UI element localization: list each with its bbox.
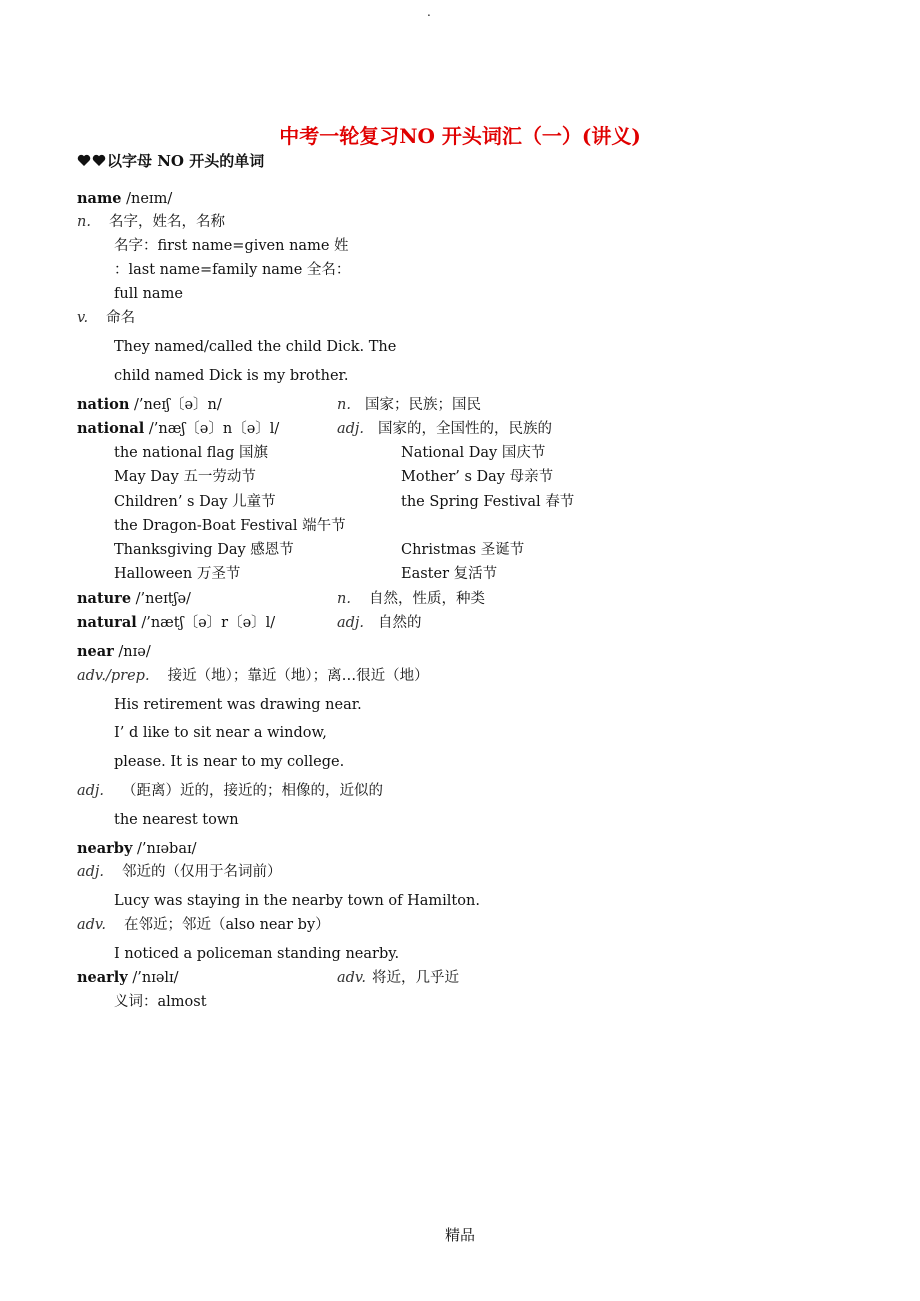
entry-nation-sense [337,398,481,413]
entry-nation-headword [77,398,222,413]
page-footer: 精品 [444,1226,475,1244]
part-of-speech: adj. [77,783,105,799]
part-of-speech: n. [337,397,351,413]
phrase-item: Children’ s Day 儿童节 [114,494,276,510]
headword: nearby [77,840,133,857]
entry-nearly-sense [337,971,459,986]
example-line: They named/called the child Dick. The [114,339,397,355]
definition: 自然，性质，种类 [368,591,485,607]
entry-near-sense-adj [77,784,383,799]
definition: 将近，几乎近 [372,970,460,986]
part-of-speech: adv. [337,970,367,986]
definition: 国家；民族；国民 [364,397,481,413]
phrase-item: National Day 国庆节 [401,445,546,461]
headword: nearly [77,969,128,986]
header-mark: . [427,5,431,19]
entry-natural-headword [77,616,275,631]
part-of-speech: adj. [337,615,365,631]
heart-icon [92,154,106,167]
entry-national-headword [77,422,279,437]
entry-name-sense-n [77,215,225,230]
phrase-item: the Spring Festival 春节 [401,494,575,510]
part-of-speech: n. [77,214,91,230]
headword: natural [77,614,137,631]
definition: 接近（地）；靠近（地）；离…很近（地） [167,668,429,684]
entry-nearby-sense-adj [77,865,282,880]
phonetic: /’nɪəlɪ/ [127,970,179,986]
phrase-item: May Day 五一劳动节 [114,469,256,485]
phrase-item: the national flag 国旗 [114,445,268,461]
headword: near [77,643,114,660]
part-of-speech: n. [337,591,351,607]
example-line: full name [114,286,183,302]
entry-name-sense-v [77,311,135,326]
section-heading [77,154,264,169]
entry-nearby-headword [77,842,197,857]
phonetic: /’neɪtʃə/ [131,591,191,607]
example-line: please. It is near to my college. [114,754,345,770]
phonetic: /nɪə/ [113,644,151,660]
part-of-speech: adv./prep. [77,668,150,684]
headword: name [77,190,122,207]
example-line: I’ d like to sit near a window, [114,725,327,741]
part-of-speech: adj. [337,421,365,437]
entry-nearly-headword [77,971,179,986]
entry-near-sense-adv [77,669,429,684]
phrase-item: Thanksgiving Day 感恩节 [114,542,294,558]
heart-icon [77,154,91,167]
definition: 在邻近；邻近（also near by） [124,917,330,933]
phrase-item: Halloween 万圣节 [114,566,241,582]
phrase-item: Easter 复活节 [401,566,498,582]
phonetic: /’nætʃ〔ə〕r〔ə〕l/ [136,615,276,631]
part-of-speech: adv. [77,917,107,933]
example-line: ：last name=family name 全名： [114,262,351,278]
definition: 命名 [106,310,136,326]
entry-natural-sense [337,616,422,631]
entry-nearby-sense-adv [77,918,330,933]
definition: 邻近的（仅用于名词前） [122,864,282,880]
phonetic: /neɪm/ [121,191,173,207]
headword: nation [77,396,130,413]
definition: （距离）近的，接近的；相像的，近似的 [122,783,384,799]
phonetic: /’næʃ〔ə〕n〔ə〕l/ [144,421,280,437]
definition: 国家的，全国性的，民族的 [378,421,553,437]
part-of-speech: v. [77,310,89,326]
phonetic: /’neɪʃ〔ə〕n/ [129,397,222,413]
example-line: His retirement was drawing near. [114,697,362,713]
phrase-item: Christmas 圣诞节 [401,542,525,558]
entry-nature-sense [337,592,485,607]
headword: nature [77,590,132,607]
phrase-item: the Dragon-Boat Festival 端午节 [114,518,346,534]
definition: 自然的 [378,615,422,631]
definition: 名字，姓名，名称 [108,214,225,230]
part-of-speech: adj. [77,864,105,880]
entry-national-sense [337,422,552,437]
phonetic: /’nɪəbaɪ/ [132,841,197,857]
example-line: Lucy was staying in the nearby town of Hamilton. [114,893,480,909]
page-title: 中考一轮复习NO 开头词汇（一）(讲义) [279,124,641,148]
example-line: the nearest town [114,812,239,828]
example-line: I noticed a policeman standing nearby. [114,946,400,962]
synonym-line: 义词：almost [114,994,207,1010]
entry-near-headword [77,645,151,660]
headword: national [77,420,145,437]
example-line: 名字：first name=given name 姓 [114,238,349,254]
section-title: 以字母 NO 开头的单词 [107,152,265,170]
entry-name-headword [77,192,172,207]
phrase-item: Mother’ s Day 母亲节 [401,469,554,485]
entry-nature-headword [77,592,191,607]
example-line: child named Dick is my brother. [114,368,349,384]
